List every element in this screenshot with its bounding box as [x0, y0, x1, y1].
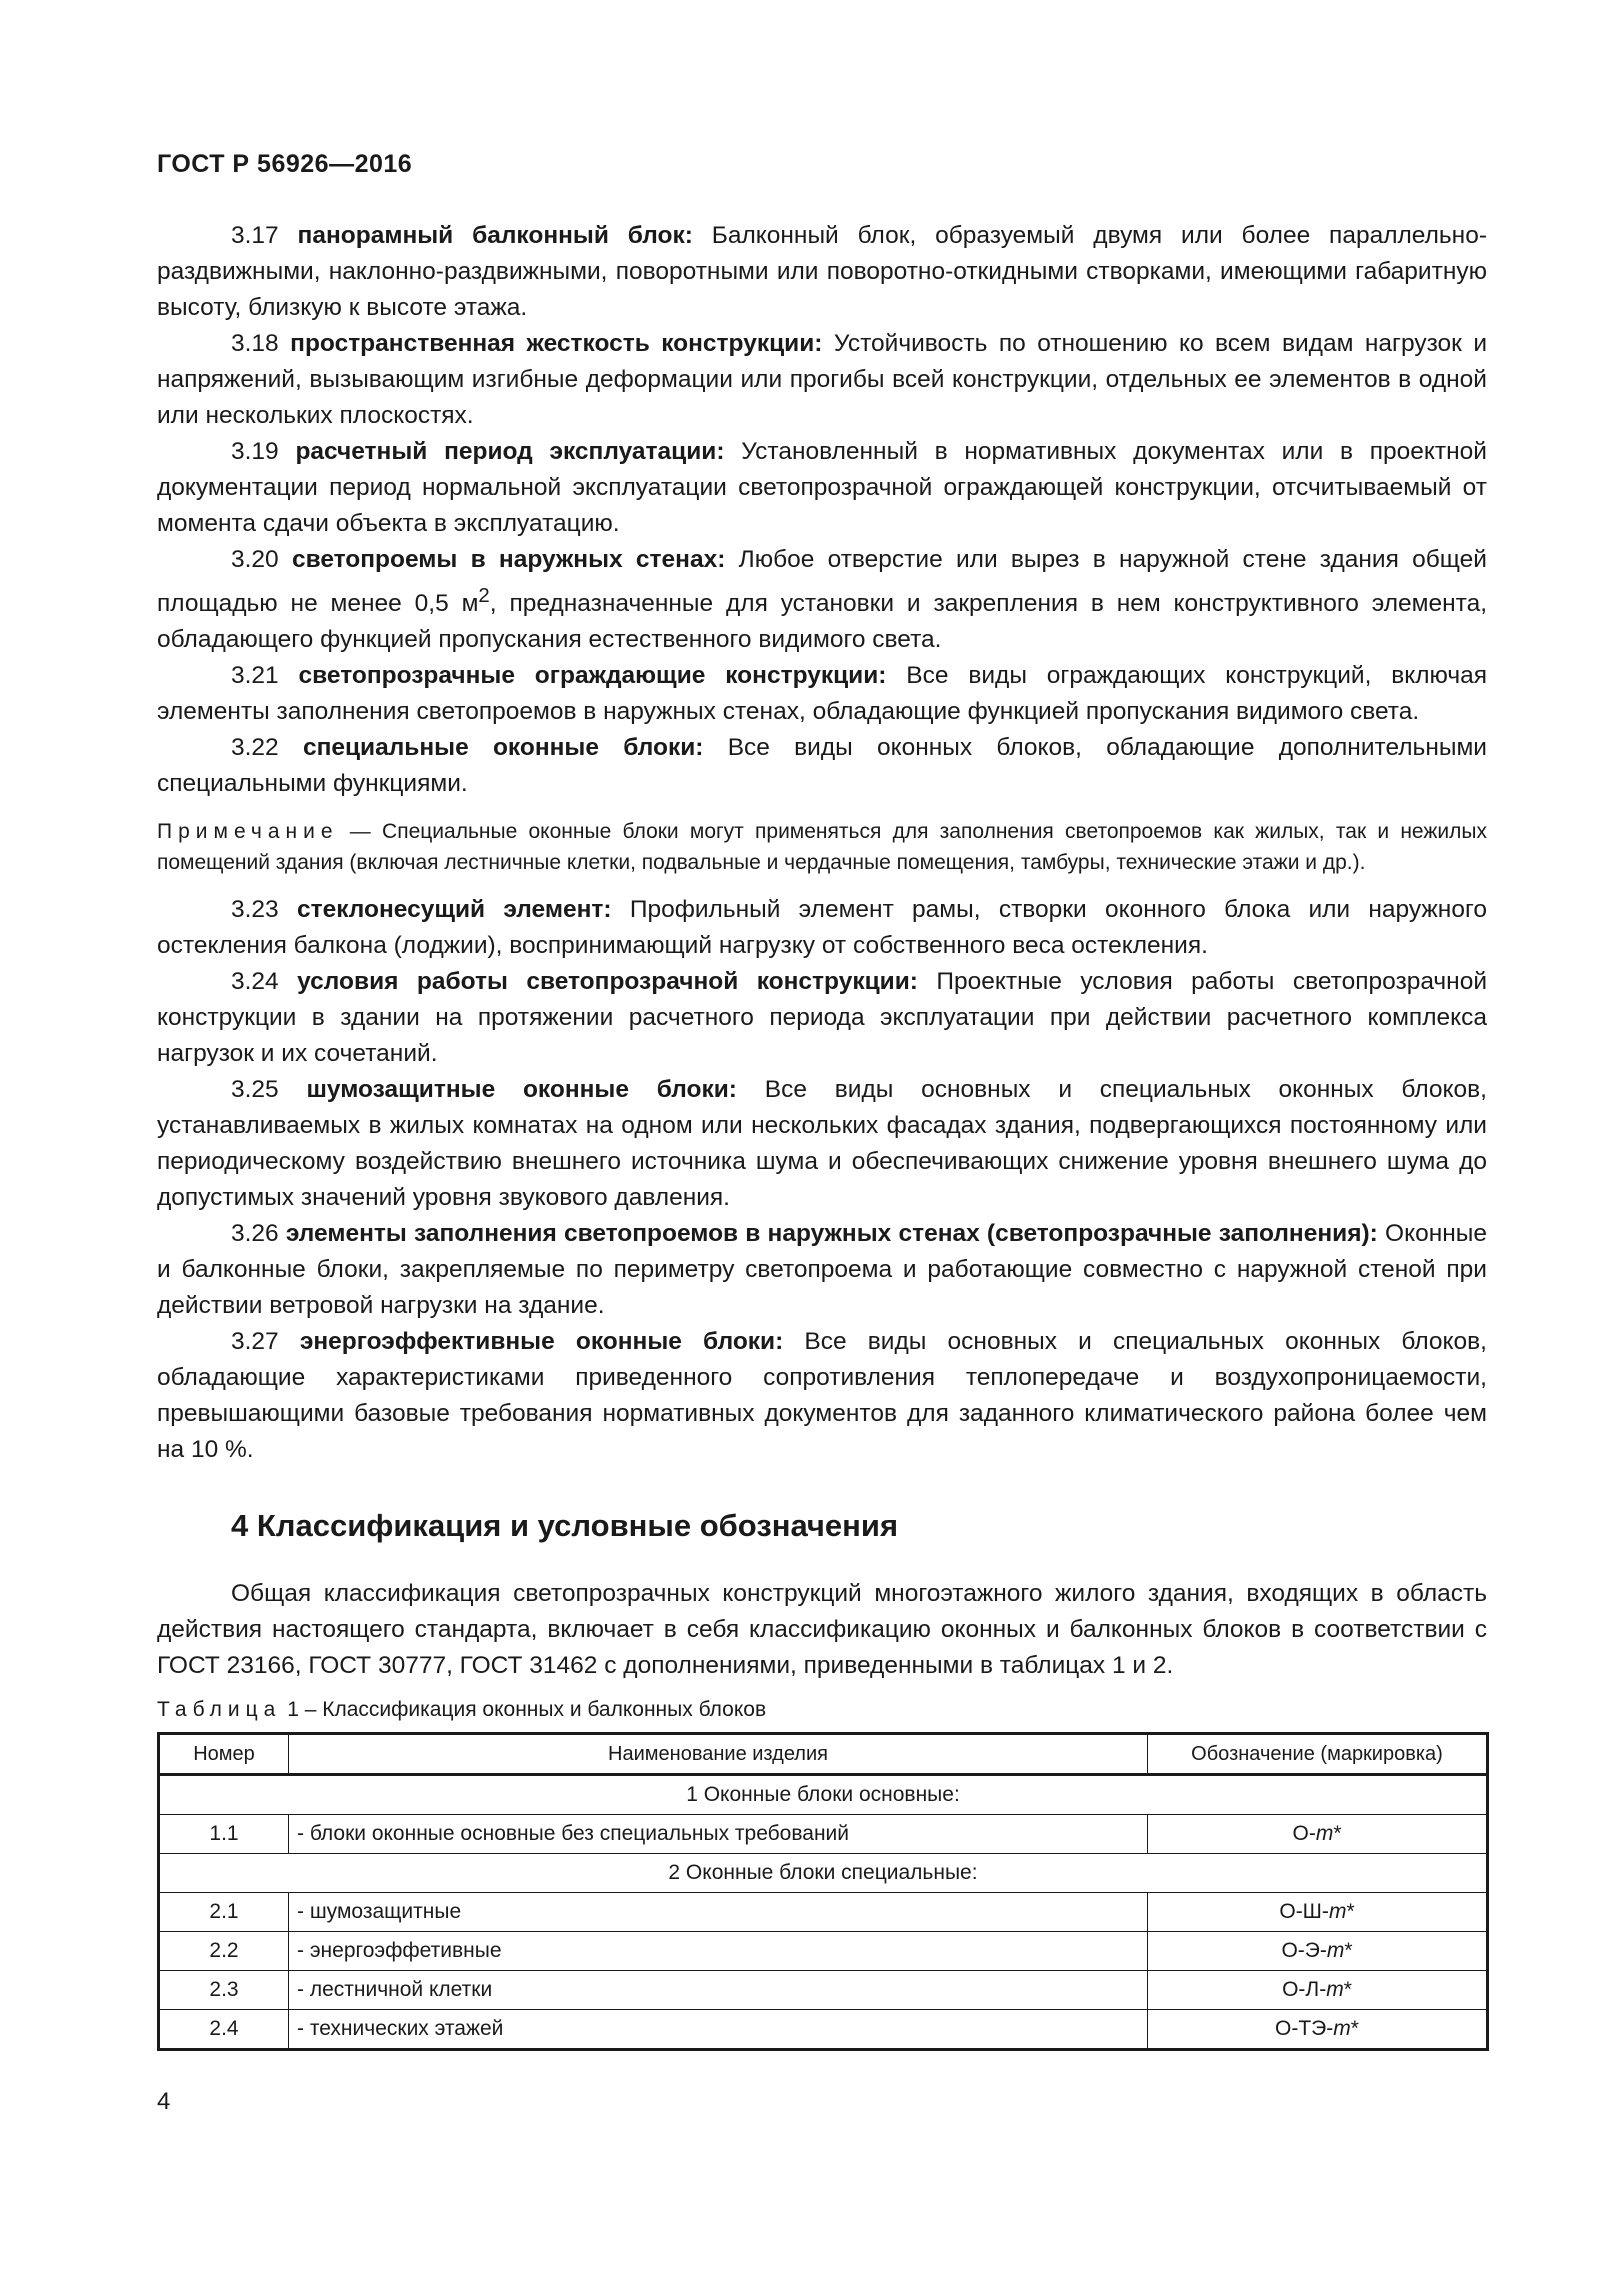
definition-term: стеклонесущий элемент: [296, 896, 612, 924]
superscript: 2 [478, 585, 490, 607]
definition-number: 3.24 [231, 968, 279, 996]
code-suffix: * [1346, 1900, 1355, 1924]
definition-number: 3.23 [231, 896, 279, 924]
table-row [159, 1932, 1488, 1971]
page-number: 4 [157, 2088, 171, 2115]
table-row [159, 2010, 1488, 2050]
definition-3-19 [157, 434, 1487, 542]
definition-term: элементы заполнения светопроемов в наружных стенах (светопрозрачные заполнения): [285, 1220, 1378, 1248]
note-dash: — [338, 820, 383, 844]
definition-3-25 [157, 1072, 1487, 1216]
definition-term: специальные оконные блоки: [302, 734, 704, 762]
definition-number: 3.25 [231, 1076, 279, 1104]
definition-text: Балконный блок, образуемый двумя или более параллельно-раздвижными, наклонно-раздвижными, поворотными или поворотно-откидными створками, имеющими габаритную высоту, близкую к высоте этажа. [157, 222, 1487, 321]
table-row [159, 1893, 1488, 1932]
definition-number: 3.19 [231, 438, 279, 465]
section-4-intro: Общая классификация светопрозрачных конструкций многоэтажного жилого здания, входящих в область действия настоящего стандарта, включает в себя классификацию оконных и балконных блоков в соответствии с ГОСТ 23166, ГОСТ 30777, ГОСТ 31462 с дополнениями, приведенными в таблицах 1 и 2. [157, 1580, 1487, 1680]
group-heading: 2 Оконные блоки специальные: [159, 1854, 1488, 1893]
code-var: m [1326, 1978, 1344, 2002]
note-label: Примечание [157, 820, 339, 844]
definition-3-23 [157, 892, 1487, 964]
page-content [157, 218, 1487, 2051]
row-number: 2.1 [159, 1893, 289, 1932]
row-code [1148, 1932, 1488, 1971]
code-var: m [1333, 2017, 1351, 2041]
table-row [159, 1815, 1488, 1854]
definition-3-18 [157, 326, 1487, 434]
definition-3-17 [157, 218, 1487, 326]
row-number: 2.2 [159, 1932, 289, 1971]
section-4-title: 4 Классификация и условные обозначения [231, 1508, 899, 1544]
row-number: 2.3 [159, 1971, 289, 2010]
definition-term: условия работы светопрозрачной конструкции: [297, 968, 918, 996]
definition-term: панорамный балконный блок: [297, 222, 693, 249]
definition-text: Все виды основных и специальных оконных блоков, устанавливаемых в жилых комнатах на одном или нескольких фасадах здания, подвергающихся постоянному или периодическому воздействию внешнего источника шума и обеспечивающих снижение уровня внешнего шума до допустимых значений уровня звукового давления. [157, 1076, 1487, 1212]
code-suffix: * [1350, 2017, 1359, 2041]
definition-text: Все виды основных и специальных оконных блоков, обладающие характеристиками приведенного сопротивления теплопередаче и воздухопроницаемости, превышающими базовые требования нормативных документов для заданного климатического района более чем на 10 %. [157, 1328, 1487, 1464]
definition-term: светопрозрачные ограждающие конструкции: [298, 662, 887, 690]
definition-term: шумозащитные оконные блоки: [306, 1076, 737, 1104]
definition-term: светопроемы в наружных стенах: [291, 546, 726, 573]
definition-number: 3.21 [231, 662, 279, 690]
definition-3-22 [157, 730, 1487, 802]
definition-3-20 [157, 542, 1487, 658]
code-suffix: * [1343, 1978, 1352, 2002]
code-var: m [1315, 1822, 1334, 1846]
definition-number: 3.27 [231, 1328, 279, 1356]
header-code: Обозначение (маркировка) [1148, 1734, 1488, 1775]
table-1-caption [157, 1698, 1487, 1722]
definition-3-21 [157, 658, 1487, 730]
definition-term: расчетный период эксплуатации: [295, 438, 725, 465]
definition-term: энергоэффективные оконные блоки: [299, 1328, 784, 1356]
table-row [159, 1971, 1488, 2010]
definition-3-26 [157, 1216, 1487, 1324]
table-caption-label: Таблица [157, 1698, 282, 1722]
definition-number: 3.20 [231, 546, 279, 573]
row-code [1148, 1815, 1488, 1854]
row-code [1148, 1971, 1488, 2010]
group-heading: 1 Оконные блоки основные: [159, 1775, 1488, 1815]
definition-text: Проектные условия работы светопрозрачной конструкции в здании на протяжении расчетного периода эксплуатации при действии расчетного комплекса нагрузок и их сочетаний. [157, 968, 1488, 1068]
header-name: Наименование изделия [289, 1734, 1148, 1775]
definition-text: Устойчивость по отношению ко всем видам нагрузок и напряжений, вызывающим изгибные деформации или прогибы всей конструкции, отдельных ее элементов в одной или нескольких плоскостях. [157, 330, 1488, 429]
definition-term: пространственная жесткость конструкции: [290, 330, 823, 357]
definition-text-cont: , предназначенные для установки и закрепления в нем конструктивного элемента, обладающего функцией пропускания естественного видимого света. [157, 590, 1487, 654]
row-code [1148, 1893, 1488, 1932]
table-caption-text: 1 – Классификация оконных и балконных блоков [287, 1698, 767, 1722]
definition-3-24 [157, 964, 1487, 1072]
row-number: 1.1 [159, 1815, 289, 1854]
document-code: ГОСТ Р 56926—2016 [157, 150, 413, 178]
row-number: 2.4 [159, 2010, 289, 2050]
note [157, 816, 1487, 878]
definition-text: Все виды оконных блоков, обладающие дополнительными специальными функциями. [157, 734, 1487, 798]
definition-number: 3.17 [231, 222, 279, 249]
definition-number: 3.22 [231, 734, 279, 762]
row-code [1148, 2010, 1488, 2050]
table-header-row [159, 1734, 1488, 1775]
definition-3-27 [157, 1324, 1487, 1468]
table-group-row [159, 1854, 1488, 1893]
code-prefix: О-Э- [1281, 1939, 1327, 1963]
classification-table [157, 1732, 1489, 2051]
row-name: - энергоэффетивные [289, 1932, 1148, 1971]
row-name: - технических этажей [289, 2010, 1148, 2050]
code-suffix: * [1344, 1939, 1353, 1963]
header-number: Номер [159, 1734, 289, 1775]
code-var: m [1326, 1939, 1345, 1963]
code-prefix: О-Л- [1282, 1978, 1327, 2002]
note-text: Специальные оконные блоки могут применяться для заполнения светопроемов как жилых, так и нежилых помещений здания (включая лестничные клетки, подвальные и чердачные помещения, тамбуры, технические этажи и др.). [157, 820, 1487, 875]
code-prefix: О-ТЭ- [1275, 2017, 1334, 2041]
row-name: - лестничной клетки [289, 1971, 1148, 2010]
code-var: m [1328, 1900, 1347, 1924]
row-name: - шумозащитные [289, 1893, 1148, 1932]
definition-text: Оконные и балконные блоки, закрепляемые по периметру светопроема и работающие совместно с наружной стеной при действии ветровой нагрузки на здание. [157, 1220, 1487, 1320]
definition-number: 3.18 [231, 330, 279, 357]
definition-text: Установленный в нормативных документах или в проектной документации период нормальной эксплуатации светопрозрачной ограждающей конструкции, отсчитываемый от момента сдачи объекта в эксплуатацию. [157, 438, 1487, 537]
row-name: - блоки оконные основные без специальных требований [289, 1815, 1148, 1854]
definition-text: Все виды ограждающих конструкций, включая элементы заполнения светопроемов в наружных стенах, обладающие функцией пропускания видимого света. [157, 662, 1488, 726]
code-suffix: * [1333, 1822, 1342, 1846]
definition-text: Профильный элемент рамы, створки оконного блока или наружного остекления балкона (лоджии), воспринимающий нагрузку от собственного веса остекления. [157, 896, 1487, 960]
definition-text: Любое отверстие или вырез в наружной стене здания общей площадью не менее 0,5 м [157, 546, 1487, 618]
table-group-row [159, 1775, 1488, 1815]
code-prefix: О-Ш- [1279, 1900, 1329, 1924]
code-prefix: О- [1292, 1822, 1316, 1846]
definition-number: 3.26 [231, 1220, 279, 1248]
